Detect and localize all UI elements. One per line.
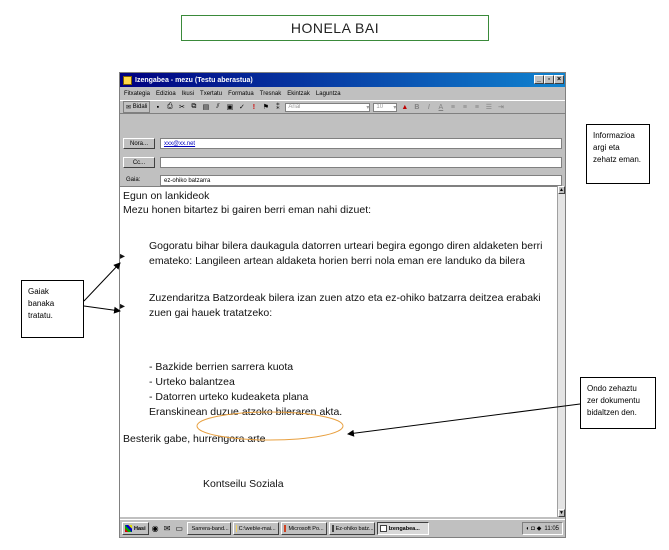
- maximize-button[interactable]: ▫: [544, 75, 554, 84]
- send-button[interactable]: ✉ Bidali: [123, 101, 150, 113]
- body-signature: Kontseilu Soziala: [203, 478, 284, 490]
- quicklaunch-desktop-icon[interactable]: ▭: [175, 524, 183, 533]
- subject-value: ez-ohiko batzarra: [164, 177, 211, 184]
- to-value: xxx@xx.net: [164, 140, 196, 147]
- flag-icon[interactable]: ⚑: [262, 104, 270, 111]
- quicklaunch-browser-icon[interactable]: ◉: [151, 524, 159, 533]
- subject-label: Gaia:: [126, 177, 141, 183]
- attach-icon[interactable]: ⫽: [216, 103, 220, 110]
- paste-icon[interactable]: ▤: [202, 104, 210, 111]
- arrow-to-attachment: [348, 404, 580, 434]
- bullets-icon[interactable]: ☰: [485, 104, 493, 111]
- print-icon[interactable]: ⎙: [167, 103, 173, 110]
- align-center-icon[interactable]: ≡: [462, 103, 467, 111]
- body-greeting: Egun on lankideok: [123, 190, 210, 202]
- body-attachment-line: Eranskinean duzue atzoko bileraren akta.: [149, 406, 343, 418]
- callout-left-text: Gaiak banaka tratatu.: [28, 287, 55, 320]
- to-button-label: Nora...: [129, 140, 148, 147]
- arrow-to-bullet-1: [84, 263, 120, 301]
- send-label: Bidali: [132, 104, 148, 110]
- body-intro: Mezu honen bitartez bi gairen berri eman nahi dizuet:: [123, 204, 372, 216]
- scroll-up-icon[interactable]: ▲: [559, 187, 564, 193]
- menu-edit[interactable]: Edizioa: [156, 90, 176, 97]
- bullet1-line2: emateko: Langileen artean aldaketa horien berri nola eman ere landuko da bilera: [149, 255, 525, 267]
- menu-format[interactable]: Formatua: [228, 90, 254, 97]
- bold-icon[interactable]: B: [414, 103, 420, 111]
- attachment-highlight-ellipse: [197, 412, 343, 440]
- window-title: Izengabea - mezu (Testu aberastua): [135, 76, 253, 84]
- menu-help[interactable]: Laguntza: [315, 90, 341, 97]
- font-select[interactable]: Arial ▾: [285, 103, 370, 112]
- check-names-icon[interactable]: ✓: [238, 104, 245, 111]
- task-label: Izengabea...: [388, 525, 420, 532]
- importance-high-icon[interactable]: !: [252, 103, 256, 111]
- body-closing: Besterik gabe, hurrengora arte: [123, 433, 266, 445]
- task-label: Microsoft Po...: [288, 525, 324, 532]
- tray-speaker-icon[interactable]: ◖: [525, 525, 530, 532]
- menu-actions[interactable]: Ekintzak: [287, 90, 310, 97]
- task-label: Ez-ohiko batz...: [335, 525, 374, 532]
- tray-antivirus-icon[interactable]: ◆: [536, 526, 542, 532]
- bullet1-line1: Gogoratu bihar bilera daukagula datorren urteari begira egongo diren aldaketen berri: [149, 240, 543, 252]
- bullet2-line1: Zuzendaritza Batzordeak bilera izan zuen atzo eta ez-ohiko batzarra deitzea erabaki: [149, 292, 541, 304]
- minimize-button[interactable]: _: [534, 75, 544, 84]
- tray-network-icon[interactable]: ◘: [531, 525, 535, 532]
- clock: 11:05: [544, 525, 559, 532]
- menu-tools[interactable]: Tresnak: [259, 90, 282, 97]
- task-label: C:\web\e-mai...: [238, 525, 276, 532]
- address-book-icon[interactable]: ▣: [226, 104, 234, 111]
- start-label: Hasi: [134, 525, 146, 532]
- page-title: HONELA BAI: [290, 20, 380, 36]
- body-item-3: - Datorren urteko kudeaketa plana: [149, 391, 309, 403]
- save-icon[interactable]: ▪: [156, 103, 160, 111]
- font-name: Arial: [288, 104, 301, 110]
- bullet-2: ▸: [120, 301, 126, 312]
- callout-right-top-text: Informazioa argi eta zehatz eman.: [593, 131, 642, 164]
- font-color-icon[interactable]: ▲: [401, 103, 409, 111]
- quicklaunch-mail-icon[interactable]: ✉: [163, 524, 171, 533]
- callout-right-bottom-text: Ondo zehaztu zer dokumentu bidaltzen den.: [587, 384, 640, 417]
- font-size: 10: [376, 104, 384, 110]
- font-size-select[interactable]: 10 ▾: [373, 103, 397, 112]
- cc-button-label: Cc...: [132, 159, 146, 166]
- bullet-1: ▸: [120, 251, 126, 262]
- align-right-icon[interactable]: ≡: [474, 103, 479, 111]
- indent-icon[interactable]: ⇥: [497, 104, 504, 111]
- options-icon[interactable]: ⁑: [276, 104, 280, 111]
- menu-view[interactable]: Ikusi: [181, 90, 195, 97]
- body-item-1: - Bazkide berrien sarrera kuota: [149, 361, 294, 373]
- task-label: Sarrera-band...: [191, 525, 229, 532]
- cut-icon[interactable]: ✂: [178, 104, 185, 111]
- underline-icon[interactable]: A: [438, 103, 444, 111]
- italic-icon[interactable]: I: [427, 103, 430, 111]
- scroll-down-icon[interactable]: ▼: [559, 510, 564, 516]
- align-left-icon[interactable]: ≡: [450, 103, 455, 111]
- close-button[interactable]: ×: [554, 75, 564, 84]
- bullet2-line2: zuen gai hauek tratatzeko:: [149, 307, 273, 319]
- menu-file[interactable]: Fitxategia: [124, 90, 151, 97]
- copy-icon[interactable]: ⧉: [191, 103, 197, 110]
- menu-insert[interactable]: Txertatu: [200, 90, 223, 97]
- arrow-to-bullet-2: [84, 306, 120, 311]
- body-item-2: - Urteko balantzea: [149, 376, 235, 388]
